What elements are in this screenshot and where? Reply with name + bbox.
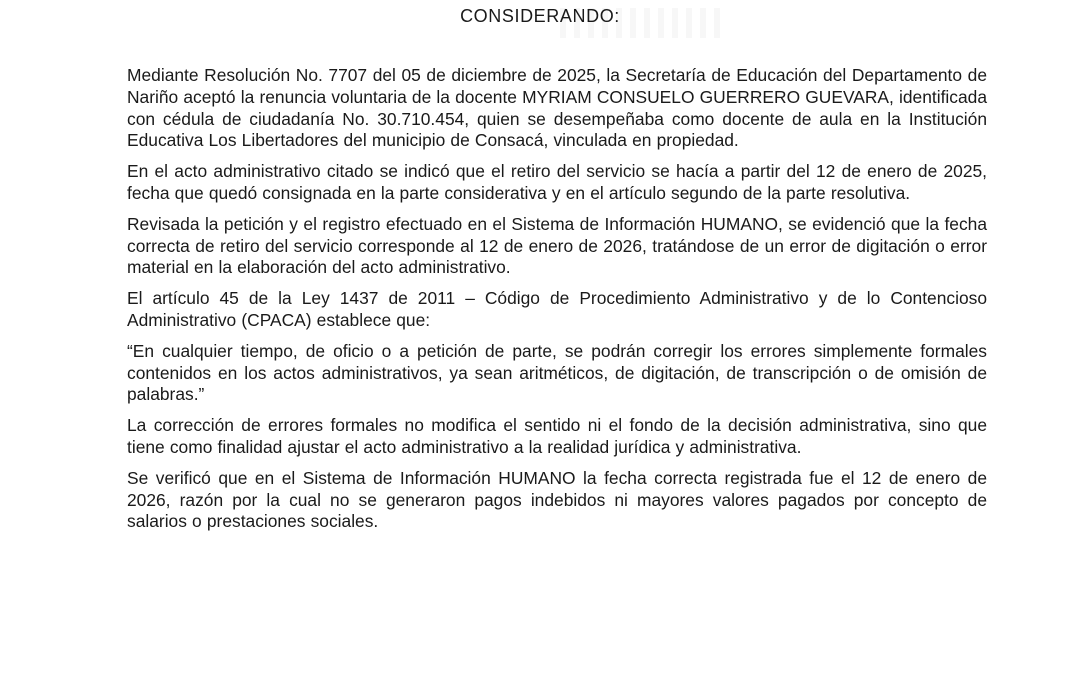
- section-heading: CONSIDERANDO:: [460, 6, 620, 26]
- paragraph-quote: “En cualquier tiempo, de oficio o a petición de parte, se podrán corregir los errores simplemente formales contenidos en los actos administrativos, ya sean aritméticos, de digitación, de transcripción o de omisión de palabras.”: [127, 340, 987, 405]
- paragraph-correction: La corrección de errores formales no modifica el sentido ni el fondo de la decisión administrativa, sino que tiene como finalidad ajustar el acto administrativo a la realidad jurídica y administrativa.: [127, 415, 987, 457]
- paragraph-review: Revisada la petición y el registro efectuado en el Sistema de Información HUMANO, se evidenció que la fecha correcta de retiro del servicio corresponde al 12 de enero de 2026, tratándose de un error de digitación o error material en la elaboración del acto administrativo.: [127, 213, 987, 278]
- paragraph-resolution: Mediante Resolución No. 7707 del 05 de diciembre de 2025, la Secretaría de Educación del Departamento de Nariño aceptó la renuncia voluntaria de la docente MYRIAM CONSUELO GUERRERO GUEVARA, identificada con cédula de ciudadanía No. 30.710.454, quien se desempeñaba como docente de aula en la Institución Educativa Los Libertadores del municipio de Consacá, vinculada en propiedad.: [127, 65, 987, 151]
- paragraph-legal-basis: El artículo 45 de la Ley 1437 de 2011 – Código de Procedimiento Administrativo y de lo Contencioso Administrativo (CPACA) establece que:: [127, 288, 987, 330]
- paragraph-verification: Se verificó que en el Sistema de Información HUMANO la fecha correcta registrada fue el 12 de enero de 2026, razón por la cual no se generaron pagos indebidos ni mayores valores pagados por concepto de salarios o prestaciones sociales.: [127, 467, 987, 532]
- document-body: [127, 65, 987, 542]
- paragraph-retirement-date: En el acto administrativo citado se indicó que el retiro del servicio se hacía a partir del 12 de enero de 2025, fecha que quedó consignada en la parte considerativa y en el artículo segundo de la parte resolutiva.: [127, 161, 987, 203]
